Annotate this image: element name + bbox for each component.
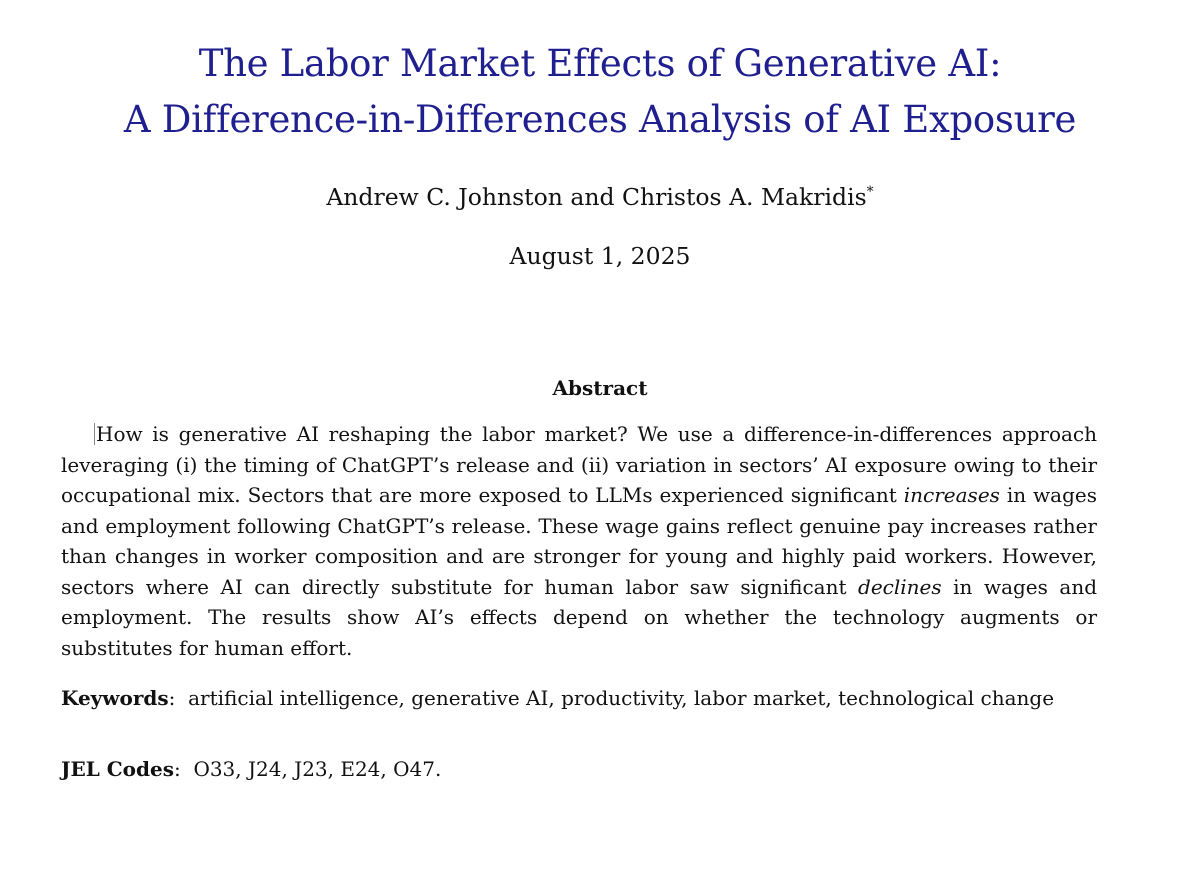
author-footnote-mark[interactable]: * — [866, 184, 874, 201]
paper-title-line-2: A Difference-in-Differences Analysis of AI Exposure — [123, 98, 1077, 141]
text-cursor — [94, 423, 95, 445]
abstract-emphasis-increases: increases — [903, 483, 1000, 507]
keywords-label: Keywords — [61, 686, 169, 710]
keywords-line — [61, 686, 1121, 710]
jel-codes-separator: : — [173, 757, 181, 781]
abstract-text-part-3: in wages and employment. The results show AI’s effects depend on whether the technology augments or substitutes for human effort. — [61, 574, 1098, 660]
abstract-text-part-1: How is generative AI reshaping the labor market? We use a difference-in-differences approach leveraging (i) the timing of ChatGPT’s release and (ii) variation in sectors’ AI exposure owing to their occupational mix. Sectors that are more exposed to LLMs experienced significant — [61, 422, 1097, 507]
publication-date: August 1, 2025 — [509, 242, 691, 270]
authors-text: Andrew C. Johnston and Christos A. Makridis — [326, 183, 867, 211]
author-list — [0, 183, 1200, 211]
abstract-emphasis-declines: declines — [858, 574, 942, 599]
keywords-separator: : — [168, 686, 176, 710]
abstract-body — [61, 419, 1097, 663]
abstract-heading: Abstract — [552, 376, 648, 400]
jel-codes-label: JEL Codes — [61, 757, 174, 781]
jel-codes-line — [61, 757, 1121, 781]
keywords-text: artificial intelligence, generative AI, productivity, labor market, technological change — [188, 686, 1055, 710]
abstract-text-part-2: in wages and employment following ChatGPT’s release. These wage gains reflect genuine pay increases rather than changes in worker composition and are stronger for young and highly paid workers. However, sectors where AI can directly substitute for human labor saw significant — [61, 483, 1097, 599]
jel-codes-text: O33, J24, J23, E24, O47. — [193, 757, 442, 781]
paper-title-line-1: The Labor Market Effects of Generative AI: — [198, 42, 1002, 85]
